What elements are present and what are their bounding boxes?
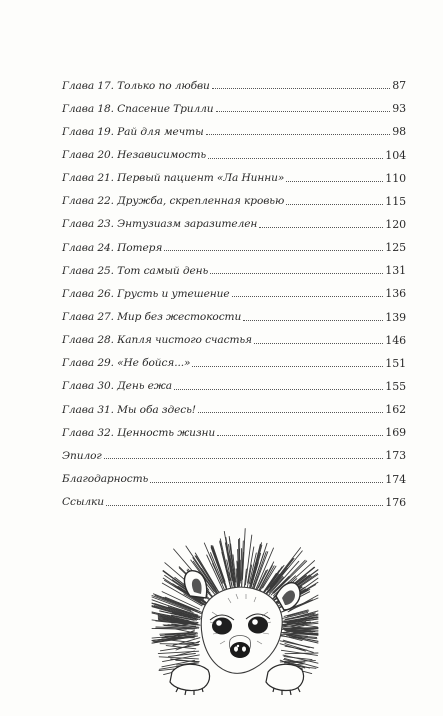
hedgehog-spike xyxy=(280,644,305,651)
toc-leader xyxy=(208,158,383,159)
toc-page-number: 173 xyxy=(385,449,406,463)
hedgehog-spike xyxy=(285,653,318,654)
toc-entry[interactable] xyxy=(62,415,406,438)
toc-leader xyxy=(198,412,383,413)
toc-title: Глава 31. Мы оба здесь! xyxy=(62,403,196,416)
toc-entry[interactable] xyxy=(62,369,406,392)
toc-title: Глава 29. «Не бойся...» xyxy=(62,357,191,370)
toc-leader xyxy=(216,111,391,112)
toc-leader xyxy=(192,366,383,367)
toc-entry[interactable] xyxy=(62,161,406,184)
toc-title: Глава 20. Независимость xyxy=(62,148,207,161)
toc-page-number: 125 xyxy=(385,241,406,255)
toc-title: Глава 25. Тот самый день xyxy=(62,264,209,277)
toc-page-number: 139 xyxy=(385,310,406,324)
toc-title: Глава 26. Грусть и утешение xyxy=(62,287,230,300)
toc-title: Эпилог xyxy=(62,449,102,462)
toc-title: Глава 27. Мир без жестокости xyxy=(62,310,242,323)
toc-page-number: 176 xyxy=(385,495,406,509)
toc-entry[interactable] xyxy=(62,323,406,346)
toc-entry[interactable] xyxy=(62,230,406,253)
toc-page-number: 155 xyxy=(385,379,406,393)
hedgehog-illustration-icon xyxy=(150,522,320,702)
toc-page-number: 131 xyxy=(385,264,406,278)
toc-leader xyxy=(104,458,384,459)
toc-page-number: 98 xyxy=(392,125,406,139)
toc-page-number: 93 xyxy=(392,102,406,116)
toc-entry[interactable] xyxy=(62,253,406,276)
toc-page-number: 120 xyxy=(385,217,406,231)
toc-page-number: 146 xyxy=(385,333,406,347)
toc-leader xyxy=(206,134,391,135)
toc-leader xyxy=(232,296,384,297)
toc-title: Глава 32. Ценность жизни xyxy=(62,426,216,439)
toc-leader xyxy=(217,435,383,436)
toc-page-number: 87 xyxy=(392,79,406,93)
toc-page-number: 115 xyxy=(385,194,406,208)
toc-page-number: 151 xyxy=(385,356,406,370)
toc-page-number: 104 xyxy=(385,148,406,162)
toc-entry[interactable] xyxy=(62,184,406,207)
toc-entry[interactable] xyxy=(62,207,406,230)
toc-page-number: 174 xyxy=(385,472,406,486)
toc-entry[interactable] xyxy=(62,346,406,369)
toc-entry[interactable] xyxy=(62,91,406,114)
toc-leader xyxy=(210,273,383,274)
toc-entry[interactable] xyxy=(62,485,406,508)
toc-leader xyxy=(212,88,390,89)
toc-title: Благодарность xyxy=(62,472,149,485)
toc-page-number: 169 xyxy=(385,426,406,440)
toc-entry[interactable] xyxy=(62,438,406,461)
toc-title: Глава 17. Только по любви xyxy=(62,79,210,92)
toc-leader xyxy=(286,204,383,205)
hedgehog-spike xyxy=(241,549,242,581)
toc-title: Глава 30. День ежа xyxy=(62,380,172,393)
toc-title: Глава 19. Рай для мечты xyxy=(62,125,204,138)
table-of-contents xyxy=(62,68,406,508)
hedgehog-spike xyxy=(158,651,198,653)
toc-leader xyxy=(254,343,383,344)
hedgehog-icon xyxy=(150,522,320,702)
toc-title: Глава 22. Дружба, скрепленная кровью xyxy=(62,195,285,208)
toc-leader xyxy=(286,181,383,182)
toc-title: Глава 24. Потеря xyxy=(62,241,163,254)
toc-leader xyxy=(164,250,383,251)
toc-title: Глава 23. Энтузиазм заразителен xyxy=(62,218,258,231)
toc-entry[interactable] xyxy=(62,114,406,137)
toc-leader xyxy=(150,482,383,483)
toc-page-number: 162 xyxy=(385,403,406,417)
toc-entry[interactable] xyxy=(62,137,406,160)
toc-title: Ссылки xyxy=(62,496,104,509)
toc-entry[interactable] xyxy=(62,392,406,415)
toc-title: Глава 21. Первый пациент «Ла Нинни» xyxy=(62,172,285,185)
toc-leader xyxy=(259,227,383,228)
toc-leader xyxy=(174,389,383,390)
toc-entry[interactable] xyxy=(62,461,406,484)
toc-entry[interactable] xyxy=(62,299,406,322)
hedgehog-spike xyxy=(165,640,195,643)
toc-page-number: 110 xyxy=(385,171,406,185)
toc-leader xyxy=(106,505,383,506)
toc-page-number: 136 xyxy=(385,287,406,301)
toc-title: Глава 18. Спасение Трилли xyxy=(62,102,214,115)
toc-leader xyxy=(243,320,383,321)
toc-entry[interactable] xyxy=(62,276,406,299)
toc-title: Глава 28. Капля чистого счастья xyxy=(62,334,252,347)
toc-entry[interactable] xyxy=(62,68,406,91)
